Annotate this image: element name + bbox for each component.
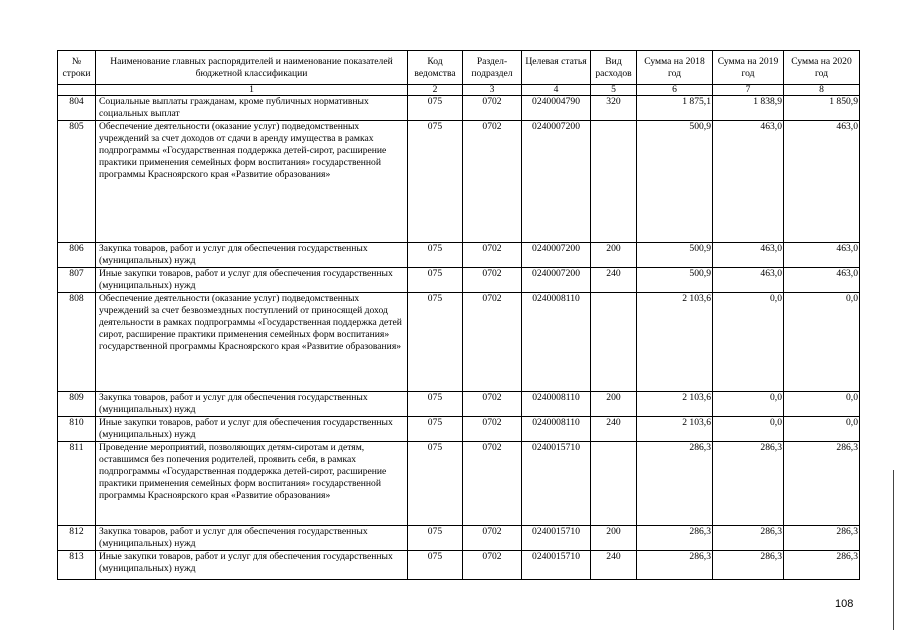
column-number: 5	[591, 85, 637, 96]
header-row-number: № строки	[58, 51, 96, 85]
row-expense-type	[591, 442, 637, 526]
row-department-code: 075	[408, 96, 463, 121]
row-target-article: 0240015710	[522, 551, 591, 580]
header-target-article: Целевая статья	[522, 51, 591, 85]
row-sum-2020: 0,0	[784, 293, 860, 392]
row-sum-2018: 2 103,6	[637, 417, 713, 442]
row-expense-type: 200	[591, 526, 637, 551]
row-sum-2018: 1 875,1	[637, 96, 713, 121]
row-sum-2020: 1 850,9	[784, 96, 860, 121]
row-target-article: 0240008110	[522, 392, 591, 417]
table-row	[58, 442, 860, 526]
row-section: 0702	[463, 121, 522, 243]
row-number: 810	[58, 417, 96, 442]
row-sum-2018: 286,3	[637, 442, 713, 526]
row-expense-type	[591, 293, 637, 392]
row-target-article: 0240015710	[522, 526, 591, 551]
row-number: 804	[58, 96, 96, 121]
header-department-code: Код ведомства	[408, 51, 463, 85]
row-target-article: 0240007200	[522, 121, 591, 243]
row-sum-2020: 286,3	[784, 526, 860, 551]
row-name: Обеспечение деятельности (оказание услуг) подведомственных учреждений за счет доходов от сдачи в аренду имущества в рамках подпрограммы «Государственная поддержка детей-сирот, расширение практики применения семейных форм воспитания» государственной программы Красноярского края «Развитие образования»	[96, 121, 408, 243]
row-department-code: 075	[408, 551, 463, 580]
row-department-code: 075	[408, 417, 463, 442]
row-name: Социальные выплаты гражданам, кроме публичных нормативных социальных выплат	[96, 96, 408, 121]
table-row	[58, 392, 860, 417]
row-expense-type: 240	[591, 551, 637, 580]
row-sum-2020: 0,0	[784, 417, 860, 442]
row-name: Обеспечение деятельности (оказание услуг) подведомственных учреждений за счет безвозмездных поступлений от приносящей доход деятельности в рамках подпрограммы «Государственная поддержка детей сирот, расширение практики применения семейных форм воспитания» государственной программы Красноярского края «Развитие образования»	[96, 293, 408, 392]
row-name: Иные закупки товаров, работ и услуг для обеспечения государственных (муниципальных) нужд	[96, 268, 408, 293]
scan-margin-line	[893, 470, 894, 630]
row-number: 806	[58, 243, 96, 268]
row-number: 813	[58, 551, 96, 580]
column-number: 4	[522, 85, 591, 96]
column-numbering-row	[58, 85, 860, 96]
row-section: 0702	[463, 417, 522, 442]
row-name: Проведение мероприятий, позволяющих детям-сиротам и детям, оставшимся без попечения родителей, проявить себя, в рамках подпрограммы «Государственная поддержка детей-сирот, расширение практики применения семейных форм воспитания» государственной программы Красноярского края «Развитие образования»	[96, 442, 408, 526]
header-sum-2018: Сумма на 2018 год	[637, 51, 713, 85]
column-number: 8	[784, 85, 860, 96]
header-sum-2019: Сумма на 2019 год	[713, 51, 784, 85]
row-sum-2020: 286,3	[784, 551, 860, 580]
row-section: 0702	[463, 96, 522, 121]
row-sum-2018: 286,3	[637, 526, 713, 551]
row-sum-2020: 463,0	[784, 121, 860, 243]
row-section: 0702	[463, 392, 522, 417]
column-number: 7	[713, 85, 784, 96]
row-name: Иные закупки товаров, работ и услуг для обеспечения государственных (муниципальных) нужд	[96, 551, 408, 580]
row-name: Закупка товаров, работ и услуг для обеспечения государственных (муниципальных) нужд	[96, 243, 408, 268]
row-name: Закупка товаров, работ и услуг для обеспечения государственных (муниципальных) нужд	[96, 392, 408, 417]
row-department-code: 075	[408, 526, 463, 551]
table-row	[58, 293, 860, 392]
row-department-code: 075	[408, 121, 463, 243]
header-expense-type: Вид расходов	[591, 51, 637, 85]
column-number: 6	[637, 85, 713, 96]
row-sum-2019: 463,0	[713, 121, 784, 243]
row-target-article: 0240004790	[522, 96, 591, 121]
row-sum-2020: 463,0	[784, 243, 860, 268]
row-sum-2018: 286,3	[637, 551, 713, 580]
table-row	[58, 551, 860, 580]
row-sum-2020: 0,0	[784, 392, 860, 417]
row-expense-type: 320	[591, 96, 637, 121]
row-sum-2019: 286,3	[713, 551, 784, 580]
column-number: 1	[96, 85, 408, 96]
row-sum-2019: 286,3	[713, 526, 784, 551]
row-number: 809	[58, 392, 96, 417]
row-number: 812	[58, 526, 96, 551]
row-section: 0702	[463, 551, 522, 580]
row-name: Закупка товаров, работ и услуг для обеспечения государственных (муниципальных) нужд	[96, 526, 408, 551]
row-target-article: 0240015710	[522, 442, 591, 526]
table-row	[58, 268, 860, 293]
row-target-article: 0240007200	[522, 243, 591, 268]
row-sum-2019: 0,0	[713, 417, 784, 442]
row-section: 0702	[463, 293, 522, 392]
header-row	[58, 51, 860, 85]
row-sum-2018: 2 103,6	[637, 293, 713, 392]
row-sum-2019: 0,0	[713, 293, 784, 392]
row-expense-type: 240	[591, 268, 637, 293]
header-name: Наименование главных распорядителей и наименование показателей бюджетной классификации	[96, 51, 408, 85]
row-section: 0702	[463, 442, 522, 526]
row-sum-2020: 463,0	[784, 268, 860, 293]
row-department-code: 075	[408, 243, 463, 268]
row-department-code: 075	[408, 293, 463, 392]
row-department-code: 075	[408, 268, 463, 293]
row-number: 807	[58, 268, 96, 293]
table-row	[58, 417, 860, 442]
row-sum-2019: 0,0	[713, 392, 784, 417]
budget-table	[57, 50, 860, 580]
row-department-code: 075	[408, 392, 463, 417]
row-sum-2018: 500,9	[637, 121, 713, 243]
row-expense-type: 240	[591, 417, 637, 442]
header-sum-2020: Сумма на 2020 год	[784, 51, 860, 85]
row-sum-2020: 286,3	[784, 442, 860, 526]
row-section: 0702	[463, 526, 522, 551]
row-number: 811	[58, 442, 96, 526]
page-number: 108	[835, 598, 854, 610]
row-sum-2019: 1 838,9	[713, 96, 784, 121]
table-row	[58, 96, 860, 121]
table-row	[58, 526, 860, 551]
row-expense-type: 200	[591, 392, 637, 417]
table-row	[58, 243, 860, 268]
table-row	[58, 121, 860, 243]
row-sum-2018: 500,9	[637, 243, 713, 268]
header-section: Раздел-подраздел	[463, 51, 522, 85]
row-expense-type: 200	[591, 243, 637, 268]
row-expense-type	[591, 121, 637, 243]
row-number: 805	[58, 121, 96, 243]
row-number: 808	[58, 293, 96, 392]
row-sum-2019: 286,3	[713, 442, 784, 526]
row-sum-2019: 463,0	[713, 243, 784, 268]
row-section: 0702	[463, 268, 522, 293]
column-number: 2	[408, 85, 463, 96]
row-section: 0702	[463, 243, 522, 268]
row-department-code: 075	[408, 442, 463, 526]
row-target-article: 0240008110	[522, 417, 591, 442]
column-number	[58, 85, 96, 96]
row-target-article: 0240008110	[522, 293, 591, 392]
row-sum-2019: 463,0	[713, 268, 784, 293]
row-name: Иные закупки товаров, работ и услуг для обеспечения государственных (муниципальных) нужд	[96, 417, 408, 442]
column-number: 3	[463, 85, 522, 96]
row-sum-2018: 2 103,6	[637, 392, 713, 417]
row-sum-2018: 500,9	[637, 268, 713, 293]
row-target-article: 0240007200	[522, 268, 591, 293]
